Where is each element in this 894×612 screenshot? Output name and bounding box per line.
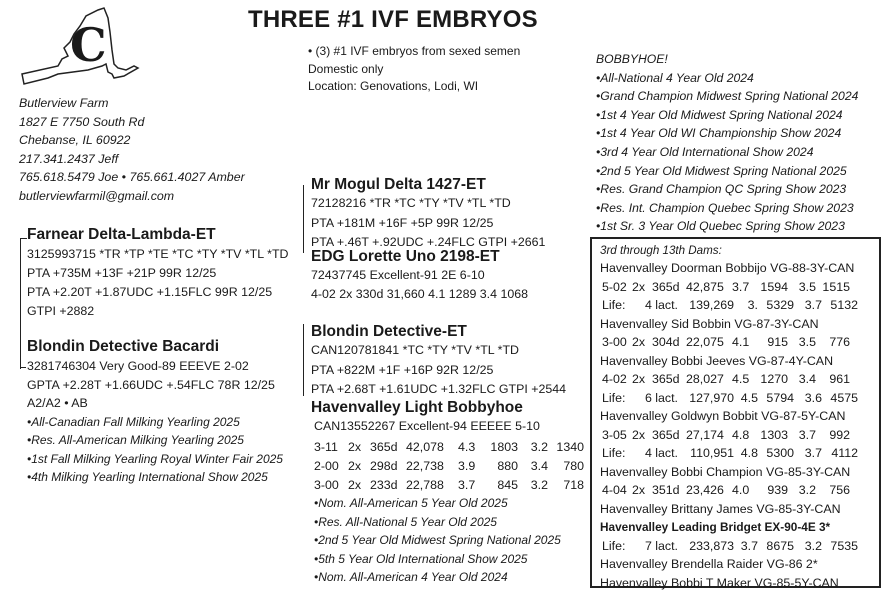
offer-line-1: • (3) #1 IVF embryos from sexed semen	[308, 44, 521, 58]
rec-cell: Life:	[602, 446, 626, 460]
rec-cell: 3.7	[740, 538, 758, 553]
dam-record-row	[600, 278, 876, 297]
rec-cell: 365d	[652, 279, 680, 294]
rec-cell: 6 lact.	[644, 390, 678, 405]
dams-box	[590, 237, 881, 588]
rec-cell: 4112	[831, 446, 858, 460]
rec-cell: 3.5	[798, 279, 816, 294]
rec-cell: 2x	[632, 483, 646, 497]
dam-6-name: Havenvalley Goldwyn Bobbit VG-87-5Y-CAN	[600, 409, 846, 423]
rec-cell: 4.3	[458, 440, 476, 454]
rec-cell: 4.8	[740, 446, 758, 460]
dam-honor: •1st Fall Milking Yearling Royal Winter Fair 2025	[27, 451, 283, 466]
rec-cell: 3.2	[530, 478, 548, 492]
rec-cell: 22,075	[686, 335, 724, 349]
rec-cell: 1594	[760, 279, 788, 294]
mogul-block	[311, 176, 545, 253]
detective-block	[311, 323, 566, 400]
rec-cell: 4 lact.	[644, 298, 678, 312]
rec-cell: 1803	[490, 440, 518, 454]
dam-record-row	[600, 296, 876, 315]
mogul-line-3: PTA +.46T +.92UDC +.24FLC GTPI +2661	[311, 235, 546, 249]
bobbyhoe-item: •1st Sr. 3 Year Old Quebec Spring Show 2023	[596, 219, 845, 234]
rec-cell: 5-02	[602, 279, 627, 294]
farm-address-1: 1827 E 7750 South Rd	[19, 114, 145, 129]
rec-cell: 3.4	[530, 459, 548, 473]
rec-cell: 5132	[830, 298, 858, 312]
sire-line-1: 3125993715 *TR *TP *TE *TC *TY *TV *TL *TD	[27, 247, 289, 261]
rec-cell: 845	[497, 478, 518, 492]
rec-cell: Life:	[602, 538, 626, 553]
rec-cell: 8675	[766, 538, 794, 553]
rec-cell: 2x	[348, 459, 362, 473]
rec-cell: 5794	[766, 390, 794, 405]
rec-cell: 2x	[632, 335, 646, 349]
rec-cell: 233,873	[689, 538, 734, 553]
dam-record-row	[600, 370, 876, 389]
rec-cell: 4-02	[602, 372, 627, 386]
rec-cell: 992	[829, 427, 850, 442]
lorette-name: EDG Lorette Uno 2198-ET	[311, 248, 500, 265]
dam-10-name: Havenvalley Brendella Raider VG-86 2*	[600, 557, 818, 571]
pedigree-bracket-foot	[20, 367, 26, 368]
mogul-line-2: PTA +181M +16F +5P 99R 12/25	[311, 215, 494, 230]
bobbyhoe-item: •Res. Grand Champion QC Spring Show 2023	[596, 182, 847, 197]
farm-logo	[18, 4, 140, 94]
rec-cell: 1270	[760, 372, 788, 386]
dam-record-row	[600, 333, 876, 352]
rec-cell: 3.9	[458, 459, 476, 473]
dam-line-2: GPTA +2.28T +1.66UDC +.54FLC 78R 12/25	[27, 377, 275, 392]
dam-record-row	[600, 444, 876, 463]
rec-cell: 5329	[766, 298, 794, 312]
light-honor: •Nom. All-American 5 Year Old 2025	[314, 496, 508, 510]
rec-cell: 3-00	[314, 478, 339, 492]
rec-cell: 4.1	[732, 335, 750, 349]
rec-cell: 1303	[760, 427, 788, 442]
record-row	[314, 457, 584, 476]
rec-cell: 1340	[556, 440, 584, 454]
rec-cell: 28,027	[686, 372, 724, 386]
record-row	[314, 476, 584, 495]
bobbyhoe-header: BOBBYHOE!	[596, 52, 668, 66]
dam-9-name: Havenvalley Leading Bridget EX-90-4E 3*	[600, 520, 831, 534]
rec-cell: 42,078	[406, 440, 444, 454]
detective-name: Blondin Detective-ET	[311, 323, 467, 340]
dams-header: 3rd through 13th Dams:	[600, 244, 722, 257]
bobbyhoe-honors	[596, 50, 858, 236]
light-name: Havenvalley Light Bobbyhoe	[311, 399, 523, 416]
lorette-line-2: 4-02 2x 330d 31,660 4.1 1289 3.4 1068	[311, 287, 529, 301]
bobbyhoe-item: •1st 4 Year Old WI Championship Show 2024	[596, 126, 842, 141]
dam-record-row	[600, 389, 876, 408]
rec-cell: 7535	[830, 538, 858, 553]
bobbyhoe-item: •2nd 5 Year Old Midwest Spring National 2025	[596, 163, 847, 178]
rec-cell: 2x	[632, 427, 646, 442]
rec-cell: 756	[829, 483, 850, 497]
rec-cell: 939	[767, 483, 788, 497]
rec-cell: 3.7	[732, 279, 750, 294]
dam-11-name: Havenvalley Bobbi T Maker VG-85-5Y-CAN	[600, 575, 839, 590]
rec-cell: 5300	[766, 446, 794, 460]
rec-cell: 3-05	[602, 427, 627, 442]
farm-name: Butlerview Farm	[19, 96, 109, 110]
lorette-line-1: 72437745 Excellent-91 2E 6-10	[311, 268, 485, 282]
dam-7-name: Havenvalley Bobbi Champion VG-85-3Y-CAN	[600, 464, 851, 479]
dam-record-row	[600, 537, 876, 556]
rec-cell: 3.2	[530, 440, 548, 454]
rec-cell: 3.4	[798, 372, 816, 386]
mogul-name: Mr Mogul Delta 1427-ET	[311, 176, 486, 193]
rec-cell: 3.2	[804, 538, 822, 553]
dam-record-row	[600, 481, 876, 500]
bobbyhoe-item: •Res. Int. Champion Quebec Spring Show 2023	[596, 200, 854, 215]
rec-cell: 2x	[632, 279, 646, 294]
rec-cell: 2x	[348, 478, 362, 492]
light-honor: •Res. All-National 5 Year Old 2025	[314, 514, 497, 529]
logo-letter: C	[70, 18, 107, 72]
rec-cell: 961	[829, 372, 850, 386]
sire-bracket	[303, 185, 304, 253]
rec-cell: 4-04	[602, 483, 627, 497]
rec-cell: 880	[497, 459, 518, 473]
rec-cell: 915	[767, 335, 788, 349]
rec-cell: 3-00	[602, 335, 627, 349]
bobbyhoe-item: •1st 4 Year Old Midwest Spring National 2024	[596, 107, 843, 122]
rec-cell: 718	[563, 478, 584, 492]
dam-bracket	[303, 324, 304, 396]
rec-cell: 2x	[632, 372, 646, 386]
light-block	[311, 399, 540, 436]
dam-3-name: Havenvalley Doorman Bobbijo VG-88-3Y-CAN	[600, 261, 855, 275]
dam-honor: •All-Canadian Fall Milking Yearling 2025	[27, 414, 240, 429]
rec-cell: 3.7	[798, 427, 816, 442]
record-row	[314, 438, 584, 457]
farm-contact	[19, 94, 245, 206]
rec-cell: 365d	[652, 427, 680, 442]
light-records	[314, 438, 584, 495]
light-honor: •Nom. All-American 4 Year Old 2024	[314, 570, 508, 585]
dam-line-3: A2/A2 • AB	[27, 396, 88, 411]
rec-cell: 22,788	[406, 478, 444, 492]
dam-block	[27, 338, 283, 486]
dam-honor: •Res. All-American Milking Yearling 2025	[27, 433, 244, 448]
rec-cell: 365d	[652, 372, 680, 386]
rec-cell: 23,426	[686, 483, 724, 497]
detective-line-3: PTA +2.68T +1.61UDC +1.32FLC GTPI +2544	[311, 382, 567, 396]
bobbyhoe-item: •Grand Champion Midwest Spring National 2024	[596, 89, 859, 104]
farm-address-2: Chebanse, IL 60922	[19, 133, 131, 148]
rec-cell: 4.0	[732, 483, 750, 497]
rec-cell: 22,738	[406, 459, 444, 473]
page-title: THREE #1 IVF EMBRYOS	[248, 6, 538, 33]
farm-phone-1: 217.341.2437 Jeff	[19, 151, 119, 166]
rec-cell: 3.7	[804, 298, 822, 312]
rec-cell: 4.8	[732, 427, 750, 442]
rec-cell: 776	[829, 335, 850, 349]
rec-cell: 780	[563, 459, 584, 473]
rec-cell: 7 lact.	[644, 538, 678, 553]
offer-line-3: Location: Genovations, Lodi, WI	[308, 79, 479, 93]
sire-line-4: GTPI +2882	[27, 304, 95, 318]
light-honor: •5th 5 Year Old International Show 2025	[314, 551, 528, 566]
dam-honor: •4th Milking Yearling International Show 2025	[27, 470, 268, 484]
sire-name: Farnear Delta-Lambda-ET	[27, 226, 216, 243]
rec-cell: 127,970	[689, 390, 734, 405]
rec-cell: 1515	[822, 279, 850, 294]
dam-4-name: Havenvalley Sid Bobbin VG-87-3Y-CAN	[600, 316, 819, 331]
rec-cell: 4 lact.	[644, 446, 678, 460]
sire-line-3: PTA +2.20T +1.87UDC +1.15FLC 99R 12/25	[27, 285, 273, 299]
rec-cell: 4.5	[740, 390, 758, 405]
light-honors	[314, 494, 561, 587]
rec-cell: 3.7	[458, 478, 476, 492]
sire-block	[27, 226, 288, 321]
sire-line-2: PTA +735M +13F +21P 99R 12/25	[27, 266, 217, 280]
dam-name: Blondin Detective Bacardi	[27, 338, 220, 355]
rec-cell: 233d	[370, 478, 398, 492]
rec-cell: 304d	[652, 335, 680, 349]
rec-cell: 3.7	[804, 446, 822, 460]
rec-cell: 110,951	[690, 446, 734, 460]
dam-record-row	[600, 426, 876, 445]
rec-cell: 42,875	[686, 279, 724, 294]
rec-cell: 4.5	[732, 372, 750, 386]
detective-line-2: PTA +822M +1F +16P 92R 12/25	[311, 362, 494, 377]
rec-cell: 2x	[348, 440, 362, 454]
pedigree-bracket-left	[20, 238, 27, 369]
rec-cell: 27,174	[686, 427, 724, 442]
rec-cell: 3.	[747, 298, 758, 312]
rec-cell: 298d	[370, 459, 398, 473]
dam-5-name: Havenvalley Bobbi Jeeves VG-87-4Y-CAN	[600, 353, 834, 368]
dam-line-1: 3281746304 Very Good-89 EEEVE 2-02	[27, 359, 249, 373]
rec-cell: 3.6	[804, 390, 822, 405]
rec-cell: Life:	[602, 390, 626, 405]
farm-phone-2: 765.618.5479 Joe • 765.661.4027 Amber	[19, 170, 245, 185]
light-honor: •2nd 5 Year Old Midwest Spring National 2025	[314, 533, 561, 548]
light-line-1: CAN13552267 Excellent-94 EEEEE 5-10	[314, 419, 540, 433]
rec-cell: 365d	[370, 440, 398, 454]
farm-email: butlerviewfarmil@gmail.com	[19, 188, 175, 203]
rec-cell: 3-11	[314, 440, 338, 454]
rec-cell: 3.2	[798, 483, 816, 497]
bobbyhoe-item: •All-National 4 Year Old 2024	[596, 70, 754, 85]
rec-cell: Life:	[602, 298, 626, 312]
dam-8-name: Havenvalley Brittany James VG-85-3Y-CAN	[600, 501, 841, 516]
detective-line-1: CAN120781841 *TC *TY *TV *TL *TD	[311, 343, 519, 357]
lorette-block	[311, 248, 528, 304]
offer-line-2: Domestic only	[308, 61, 384, 76]
rec-cell: 2-00	[314, 459, 339, 473]
rec-cell: 3.5	[798, 335, 816, 349]
rec-cell: 139,269	[689, 298, 734, 312]
rec-cell: 351d	[652, 483, 680, 497]
rec-cell: 4575	[830, 390, 858, 405]
offer-details	[308, 43, 520, 96]
mogul-line-1: 72128216 *TR *TC *TY *TV *TL *TD	[311, 196, 511, 210]
bobbyhoe-item: •3rd 4 Year Old International Show 2024	[596, 144, 814, 159]
